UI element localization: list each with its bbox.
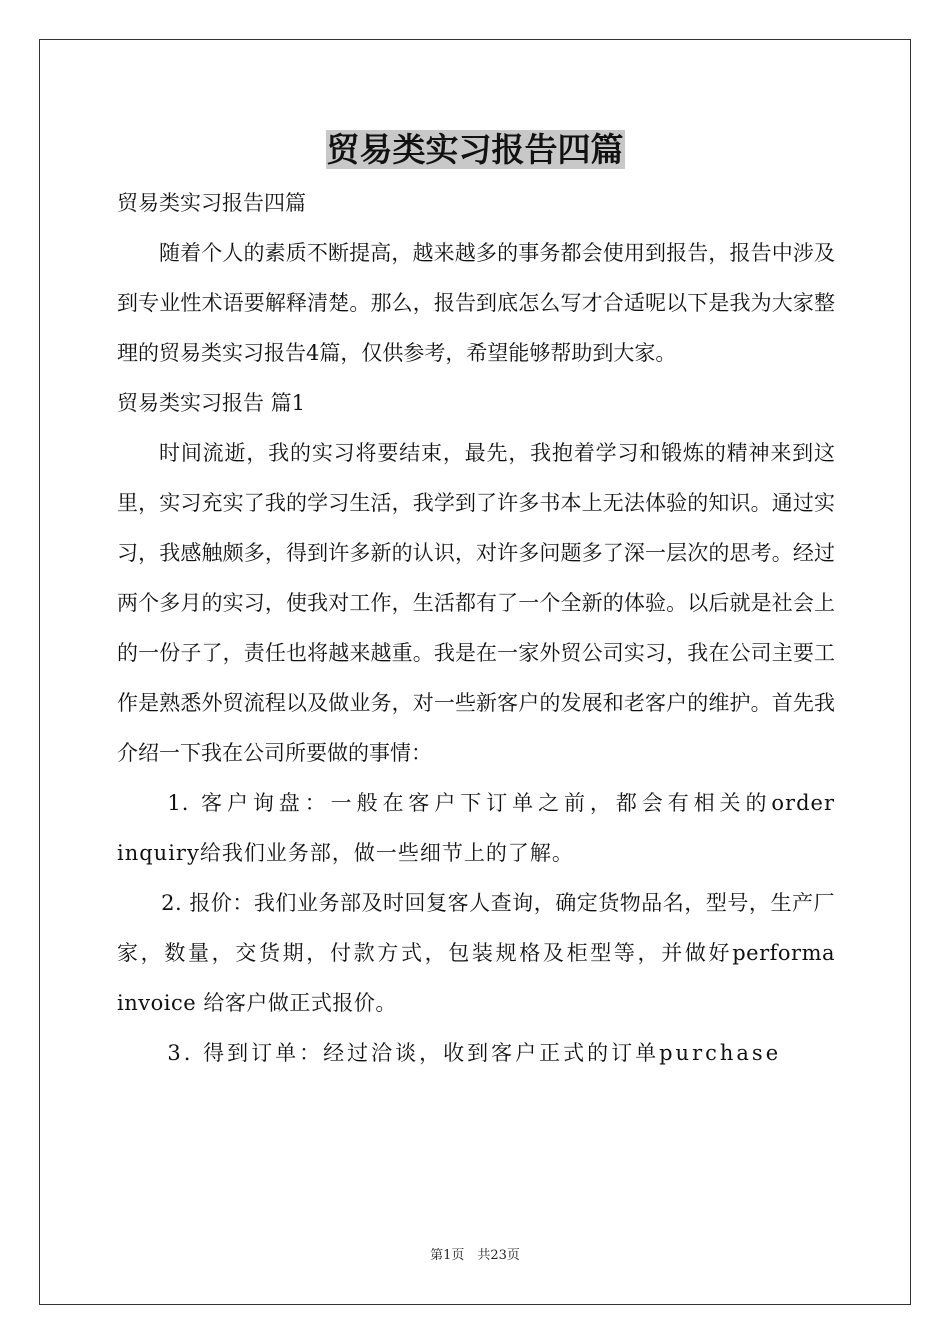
section-heading: 贸易类实习报告 篇1	[117, 391, 306, 415]
body-paragraph: 时间流逝，我的实习将要结束，最先，我抱着学习和锻炼的精神来到这里，实习充实了我的学习生活，我学到了许多书本上无法体验的知识。通过实习，我感触颇多，得到许多新的认识，对许多问题多了深一层次的思考。经过两个多月的实习，使我对工作，生活都有了一个全新的体验。以后就是社会上的一份子了，责任也将越来越重。我是在一家外贸公司实习，我在公司主要工作是熟悉外贸流程以及做业务，对一些新客户的发展和老客户的维护。首先我介绍一下我在公司所要做的事情：	[117, 441, 835, 765]
page-number-footer: 第1页 共23页	[430, 1248, 520, 1263]
subtitle-paragraph: 贸易类实习报告四篇	[117, 191, 306, 215]
list-item-order: 3. 得到订单：经过洽谈，收到客户正式的订单purchase	[167, 1041, 782, 1065]
document-title: 贸易类实习报告四篇	[326, 130, 624, 169]
intro-paragraph: 随着个人的素质不断提高，越来越多的事务都会使用到报告，报告中涉及到专业性术语要解释清楚。那么，报告到底怎么写才合适呢以下是我为大家整理的贸易类实习报告4篇，仅供参考，希望能够帮助到大家。	[117, 241, 835, 365]
document-title-block	[0, 128, 950, 172]
list-item-quotation: 2. 报价：我们业务部及时回复客人查询，确定货物品名，型号，生产厂家，数量，交货期，付款方式，包装规格及柜型等，并做好performa invoice 给客户做正式报价。	[117, 891, 835, 1015]
list-item-inquiry: 1. 客户询盘：一般在客户下订单之前，都会有相关的order inquiry给我们业务部，做一些细节上的了解。	[117, 791, 835, 865]
document-body	[117, 178, 835, 1078]
